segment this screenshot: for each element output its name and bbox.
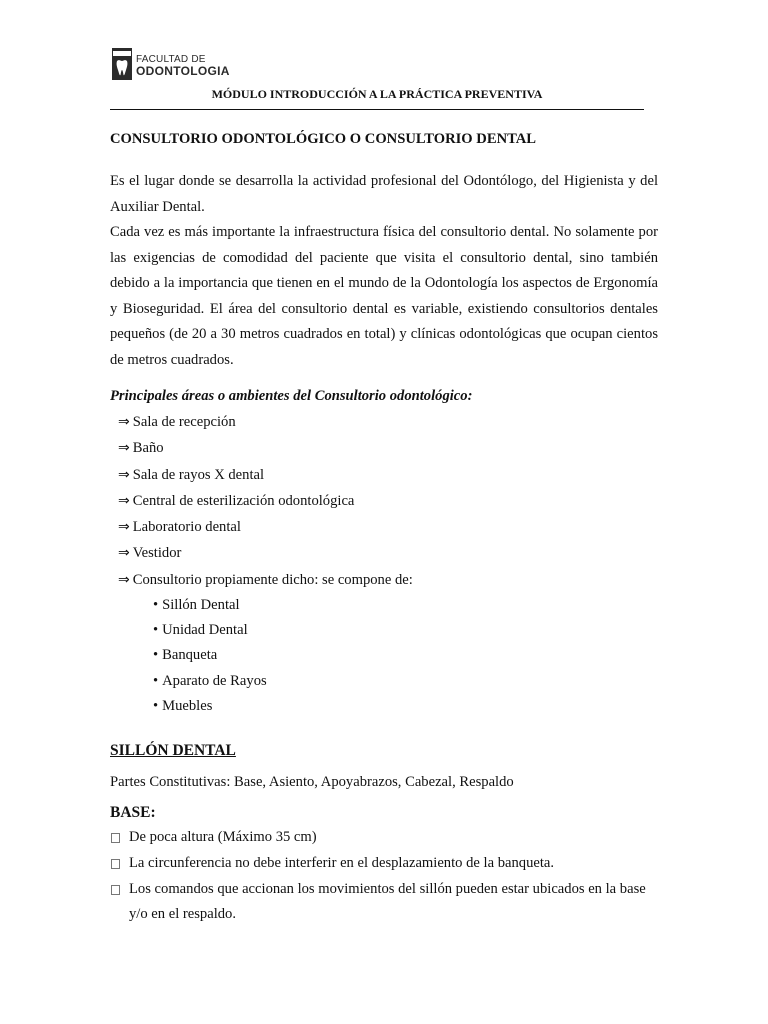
- component-label: Muebles: [162, 697, 213, 714]
- arrow-icon: ⇒: [118, 545, 130, 562]
- header-divider: [110, 109, 644, 110]
- list-item: [110, 825, 658, 851]
- base-list: [110, 825, 658, 928]
- checkbox-icon: [111, 859, 120, 869]
- area-label: Central de esterilización odontológica: [132, 492, 355, 509]
- component-label: Aparato de Rayos: [162, 672, 267, 689]
- logo-line-2: ODONTOLOGIA: [136, 64, 230, 78]
- bullet-icon: •: [153, 647, 159, 664]
- areas-list: [110, 409, 658, 719]
- list-item: [110, 877, 658, 929]
- intro-paragraph: Es el lugar donde se desarrolla la actividad profesional del Odontólogo, del Higienista y del Auxiliar Dental.: [110, 173, 658, 215]
- area-label: Vestidor: [132, 545, 182, 562]
- area-label: Sala de rayos X dental: [132, 466, 265, 483]
- base-heading: BASE:: [110, 804, 156, 822]
- module-title: MÓDULO INTRODUCCIÓN A LA PRÁCTICA PREVENTIVA: [211, 87, 543, 101]
- infrastructure-paragraph: Cada vez es más importante la infraestructura física del consultorio dental. No solamente por las exigencias de comodidad del paciente que visita el consultorio dental, sino también debido a la importancia que tienen en el mundo de la Odontología los aspectos de Ergonomía y Bioseguridad. El área del consultorio dental es variable, existiendo consultorios dentales pequeños (de 20 a 30 metros cuadrados en total) y clínicas odontológicas que ocupan cientos de metros cuadrados.: [110, 224, 658, 368]
- arrow-icon: ⇒: [118, 492, 130, 509]
- component-label: Unidad Dental: [162, 622, 248, 639]
- arrow-icon: ⇒: [118, 414, 130, 430]
- list-item: [118, 514, 658, 540]
- area-label: Laboratorio dental: [132, 519, 241, 536]
- base-item-label: La circunferencia no debe interferir en el desplazamiento de la banqueta.: [129, 854, 555, 871]
- list-item: [153, 593, 658, 618]
- tooth-icon: [112, 48, 132, 80]
- document-body: [110, 128, 658, 928]
- area-label: Sala de recepción: [132, 414, 236, 430]
- area-label: Baño: [132, 440, 164, 457]
- list-item: [118, 488, 658, 514]
- list-item: [153, 694, 658, 719]
- bullet-icon: •: [153, 697, 159, 714]
- arrow-icon: ⇒: [118, 519, 130, 536]
- list-item: [118, 462, 658, 488]
- consultorio-components-list: [118, 593, 658, 719]
- base-item-label: Los comandos que accionan los movimientos del sillón pueden estar ubicados en la base y/o en el respaldo.: [129, 880, 646, 923]
- arrow-icon: ⇒: [118, 440, 130, 457]
- bullet-icon: •: [153, 672, 159, 689]
- list-item: [153, 643, 658, 668]
- logo-line-1: FACULTAD DE: [136, 54, 206, 65]
- list-item: [118, 567, 658, 719]
- sillon-section-title: SILLÓN DENTAL: [110, 742, 236, 760]
- base-item-label: De poca altura (Máximo 35 cm): [129, 829, 317, 846]
- areas-heading: Principales áreas o ambientes del Consultorio odontológico:: [110, 388, 473, 404]
- arrow-icon: ⇒: [118, 571, 130, 588]
- list-item: [110, 851, 658, 877]
- component-label: Banqueta: [162, 647, 218, 664]
- faculty-logo: [112, 48, 232, 84]
- list-item: [118, 409, 658, 435]
- list-item: [153, 618, 658, 643]
- component-label: Sillón Dental: [162, 597, 240, 614]
- checkbox-icon: [111, 833, 120, 843]
- area-label: Consultorio propiamente dicho: se compone de:: [132, 571, 413, 588]
- checkbox-icon: [111, 885, 120, 895]
- bullet-icon: •: [153, 597, 159, 614]
- arrow-icon: ⇒: [118, 466, 130, 483]
- parts-line: Partes Constitutivas: Base, Asiento, Apoyabrazos, Cabezal, Respaldo: [110, 774, 514, 791]
- list-item: [118, 435, 658, 461]
- section-title: CONSULTORIO ODONTOLÓGICO O CONSULTORIO DENTAL: [110, 131, 537, 147]
- list-item: [118, 540, 658, 566]
- bullet-icon: •: [153, 622, 159, 639]
- list-item: [153, 669, 658, 694]
